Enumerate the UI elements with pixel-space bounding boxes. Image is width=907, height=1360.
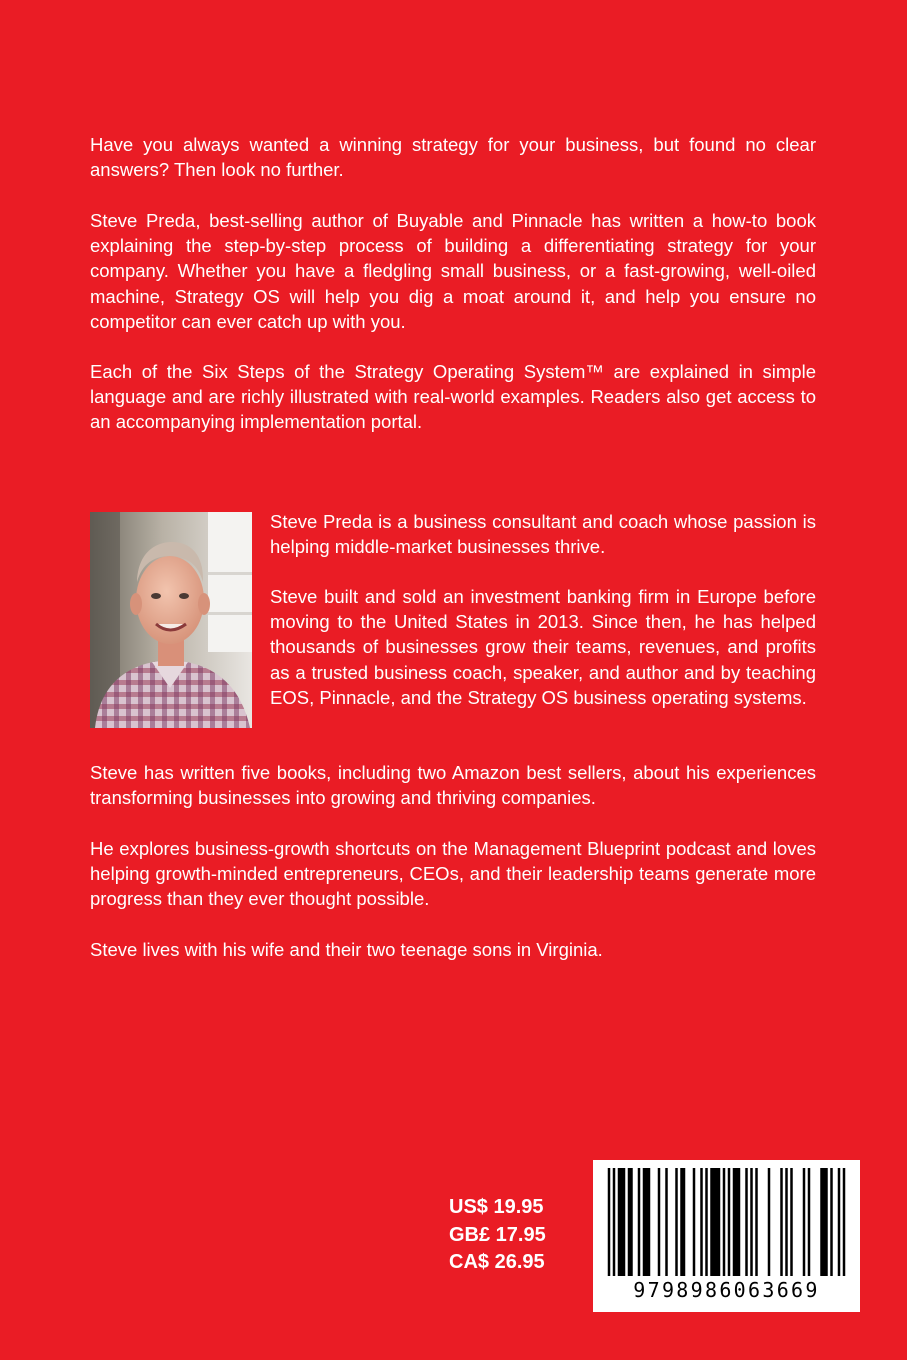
barcode-bar — [843, 1168, 846, 1276]
barcode-bar — [728, 1168, 731, 1276]
barcode-bar — [643, 1168, 651, 1276]
intro-paragraph: Have you always wanted a winning strategy for your business, but found no clear answers? Then look no further. — [90, 134, 816, 181]
barcode-bar — [700, 1168, 703, 1276]
price-ca: CA$ 26.95 — [449, 1251, 545, 1273]
barcode-bar — [803, 1168, 806, 1276]
barcode-bar — [838, 1168, 841, 1276]
barcode-bar — [780, 1168, 783, 1276]
barcode-bar — [790, 1168, 793, 1276]
barcode-bar — [755, 1168, 758, 1276]
barcode-bar — [723, 1168, 726, 1276]
barcode-bar — [710, 1168, 720, 1276]
barcode-bar — [658, 1168, 661, 1276]
barcode-bar — [608, 1168, 611, 1276]
barcode-bar — [785, 1168, 788, 1276]
barcode-bar — [745, 1168, 748, 1276]
barcode-bar — [733, 1168, 741, 1276]
barcode-bar — [618, 1168, 626, 1276]
barcode-bar — [675, 1168, 678, 1276]
bio-career-paragraph: Steve built and sold an investment banking firm in Europe before moving to the United States in 2013. Since then, he has helped thousands of businesses grow their teams, revenues, and profits as a trusted business coach, speaker, and author and by teaching EOS, Pinnacle, and the Strategy OS business operating systems. — [270, 586, 816, 708]
barcode-bar — [705, 1168, 708, 1276]
author-photo — [90, 512, 252, 728]
steps-paragraph: Each of the Six Steps of the Strategy Operating System™ are explained in simple language and are richly illustrated with real-world examples. Readers also get access to an accompanying implementation portal. — [90, 361, 816, 433]
bio-podcast-paragraph: He explores business-growth shortcuts on the Management Blueprint podcast and loves helping growth-minded entrepreneurs, CEOs, and their leadership teams generate more progress than they ever thought possible. — [90, 838, 816, 910]
barcode-bar — [693, 1168, 696, 1276]
barcode-bar — [628, 1168, 633, 1276]
bio-books-paragraph: Steve has written five books, including two Amazon best sellers, about his experiences transforming businesses into growing and thriving companies. — [90, 762, 816, 809]
price-us: US$ 19.95 — [449, 1196, 544, 1218]
barcode-bar — [638, 1168, 641, 1276]
price-gb: GB£ 17.95 — [449, 1223, 546, 1246]
barcode-bar — [680, 1168, 685, 1276]
barcode-bar — [665, 1168, 668, 1276]
barcode-bar — [750, 1168, 753, 1276]
bio-family-paragraph: Steve lives with his wife and their two teenage sons in Virginia. — [90, 939, 603, 960]
barcode-bar — [830, 1168, 833, 1276]
bio-intro-paragraph: Steve Preda is a business consultant and coach whose passion is helping middle-market businesses thrive. — [270, 511, 816, 558]
summary-paragraph: Steve Preda, best-selling author of Buyable and Pinnacle has written a how-to book explaining the step-by-step process of building a differentiating strategy for your company. Whether you have a fledgling small business, or a fast-growing, well-oiled machine, Strategy OS will help you dig a moat around it, and help you ensure no competitor can ever catch up with you. — [90, 210, 816, 332]
isbn-barcode — [593, 1160, 860, 1312]
barcode-bar — [820, 1168, 828, 1276]
isbn-number: 9798986063669 — [633, 1278, 820, 1302]
barcode-bar — [808, 1168, 811, 1276]
barcode-bar — [768, 1168, 771, 1276]
barcode-bar — [613, 1168, 616, 1276]
price-list — [449, 1194, 546, 1277]
